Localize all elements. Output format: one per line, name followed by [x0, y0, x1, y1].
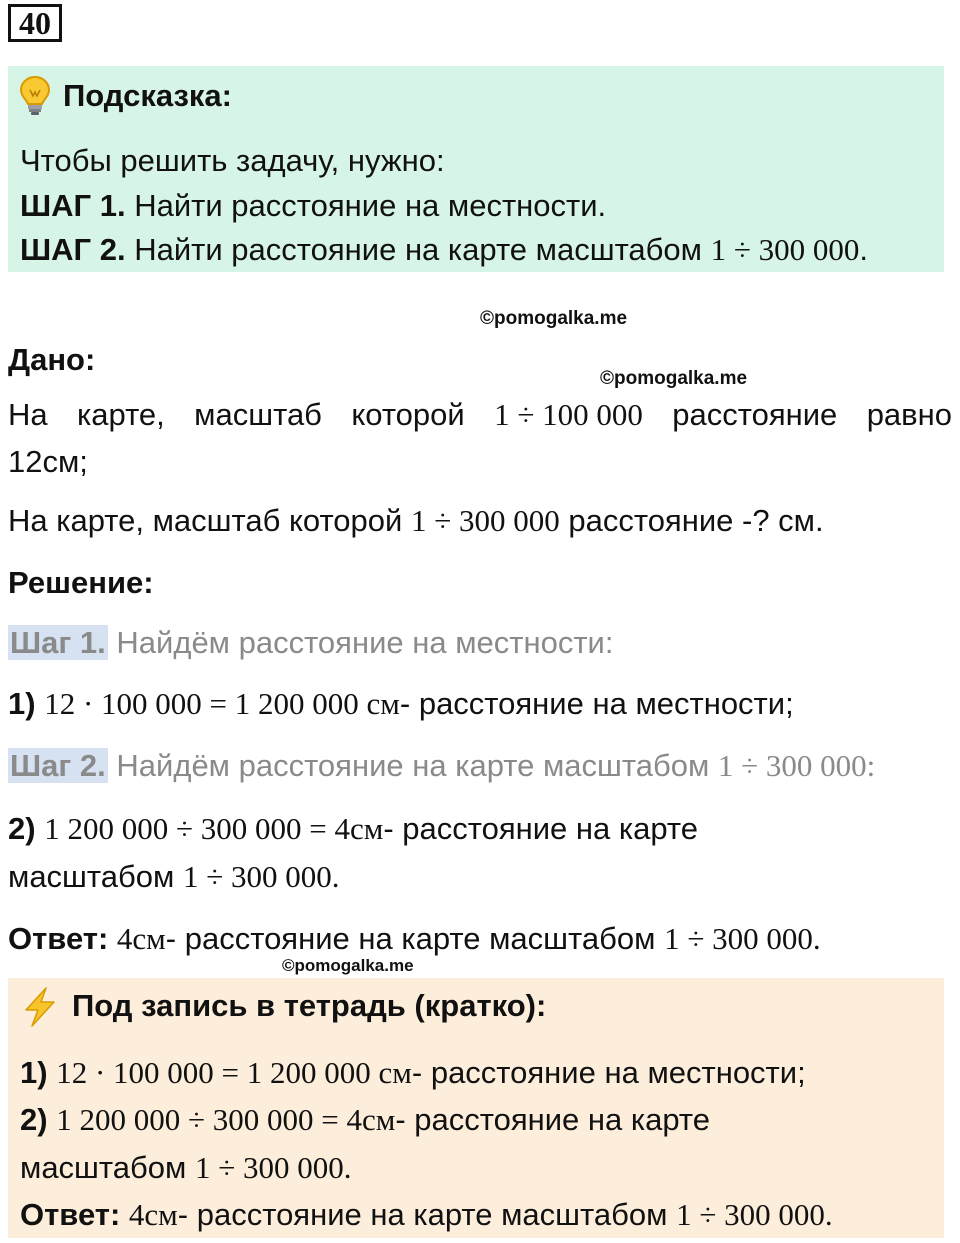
notebook-answer-math-2: 1 ÷ 300 000. [676, 1197, 833, 1232]
solution-step-2 [8, 746, 875, 786]
solution-step-1 [8, 623, 613, 663]
solution-calc-2 [8, 809, 698, 849]
notebook-title: Под запись в тетрадь (кратко): [72, 988, 547, 1023]
notebook-answer-label: Ответ: [20, 1197, 121, 1232]
calc-1-math: 12 · 100 000 = 1 200 000 см [44, 686, 400, 721]
hint-step-1-label: ШАГ 1. [20, 188, 126, 223]
given-scale-2: 1 ÷ 300 000 [410, 503, 560, 538]
step-1-tag: Шаг 1. [10, 625, 106, 660]
hint-step-2-end: . [859, 232, 868, 267]
watermark: ©pomogalka.me [480, 308, 628, 329]
solution-title: Решение: [8, 565, 154, 600]
calc-2-cont-math: 1 ÷ 300 000. [182, 859, 340, 894]
calc-2-math: 1 200 000 ÷ 300 000 = 4см [44, 811, 384, 846]
step-2-text: Найдём расстояние на карте масштабом [116, 748, 710, 783]
hint-step-2-text: Найти расстояние на карте масштабом [134, 232, 702, 267]
lightbulb-icon [18, 74, 52, 116]
notebook-answer [20, 1195, 833, 1235]
given-word: карте, [77, 397, 165, 432]
notebook-calc-2-text: - расстояние на карте [395, 1102, 711, 1137]
hint-box [8, 66, 944, 272]
notebook-box [8, 978, 944, 1238]
notebook-calc-1-label: 1) [20, 1055, 48, 1090]
hint-step-1 [20, 186, 606, 226]
notebook-calc-2-math: 1 200 000 ÷ 300 000 = 4см [56, 1102, 396, 1137]
notebook-calc-2 [20, 1100, 710, 1140]
given-scale-1: 1 ÷ 100 000 [494, 397, 643, 432]
given-line-1 [8, 395, 952, 435]
calc-1-label: 1) [8, 686, 36, 721]
notebook-calc-2-cont-math: 1 ÷ 300 000. [194, 1150, 352, 1185]
notebook-answer-math: 4см [128, 1197, 178, 1232]
watermark: ©pomogalka.me [282, 956, 414, 975]
given-word: масштаб [194, 397, 322, 432]
given-title: Дано: [8, 342, 96, 377]
notebook-calc-2-label: 2) [20, 1102, 48, 1137]
step-1-text: Найдём расстояние на местности: [116, 625, 614, 660]
solution-calc-1 [8, 684, 794, 724]
hint-step-1-text: Найти расстояние на местности. [134, 188, 607, 223]
notebook-calc-2-cont [20, 1148, 351, 1188]
notebook-calc-2-cont-text: масштабом [20, 1150, 187, 1185]
hint-title: Подсказка: [63, 78, 232, 113]
solution-answer [8, 919, 821, 959]
step-2-math: 1 ÷ 300 000: [717, 748, 876, 783]
task-number: 40 [8, 4, 62, 42]
answer-label: Ответ: [8, 921, 109, 956]
given-word: равно [866, 397, 952, 432]
answer-math-2: 1 ÷ 300 000. [664, 921, 821, 956]
step-2-tag: Шаг 2. [10, 748, 106, 783]
calc-2-text: - расстояние на карте [383, 811, 699, 846]
notebook-calc-1-math: 12 · 100 000 = 1 200 000 см [56, 1055, 412, 1090]
hint-step-2-label: ШАГ 2. [20, 232, 126, 267]
notebook-answer-text: - расстояние на карте масштабом [177, 1197, 668, 1232]
given-word: На [8, 397, 48, 432]
lightning-icon [20, 986, 60, 1028]
answer-math: 4см [116, 921, 166, 956]
calc-2-label: 2) [8, 811, 36, 846]
given-line-2-text: На карте, масштаб которой [8, 503, 403, 538]
calc-1-text: - расстояние на местности; [399, 686, 794, 721]
answer-text: - расстояние на карте масштабом [165, 921, 656, 956]
given-word: которой [351, 397, 465, 432]
solution-calc-2-cont [8, 857, 339, 897]
given-line-2 [8, 501, 824, 541]
given-line-2-end: расстояние -? см. [568, 503, 824, 538]
notebook-calc-1 [20, 1053, 806, 1093]
calc-2-cont-text: масштабом [8, 859, 175, 894]
hint-step-2 [20, 230, 868, 270]
watermark: ©pomogalka.me [600, 368, 748, 389]
given-word: расстояние [672, 397, 838, 432]
hint-intro: Чтобы решить задачу, нужно: [20, 143, 445, 178]
given-line-1-cont: 12см; [8, 444, 88, 479]
hint-step-2-math: 1 ÷ 300 000 [710, 232, 860, 267]
notebook-calc-1-text: - расстояние на местности; [411, 1055, 806, 1090]
